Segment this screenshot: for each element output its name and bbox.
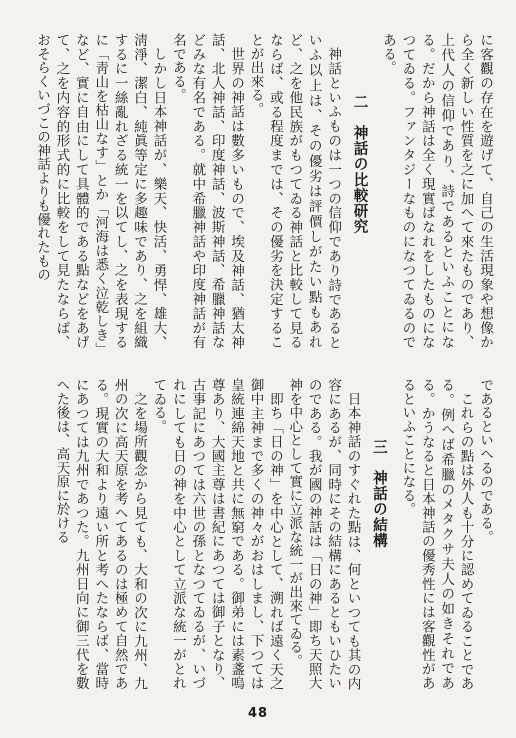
section-heading-comparative-study: 二 神話の比較研究 [351, 94, 369, 235]
paragraph: これらの點は外人も十分に認めてゐることである。例へば希臘のメタクサ夫人の如きそれである。かうなると日本神話の優秀性には客觀性があるといふことになる。 [399, 378, 474, 690]
paragraph: 世界の神話は數多いもので、埃及神話、猶太神話、北人神話、印度神話、波斯神話、希臘神話などみな有名である。就中希臘神話や印度神話が有名である。 [169, 33, 245, 349]
paragraph: 之を場所觀念から見ても、大和の次に九州、九州の次に高天原を考へてあるのは極めて自然である。現實の大和より遠い所と考へたならば、當時にあつては九州であつた。九州日向に御三代を數へた後は、高天原に於ける [53, 378, 148, 690]
lower-text-block [22, 378, 494, 690]
upper-text-block [22, 33, 494, 349]
continued-paragraph: であるといへるのである。 [477, 378, 493, 544]
paragraph: しかし日本神話が、樂天、快活、勇悍、雄大、淸淨、潔白、純眞等定に多趣味であり、之を組織するに一絲亂れざる統一を以てし、之を表現するに「靑山を枯山なす」とか「河海は悉く泣乾しき」など、實に自由にして具體的である點などをあげて、之を内容的形式的に比較をして見たならば、おそらくいづこの神話よりも優れたもの [34, 33, 167, 349]
continued-paragraph: に客觀の存在を遊げて、自己の生活現象や想像から全く新しい性質を之に加へて來たものであり、上代人の信仰であり、詩であるといふことになる。だから神話は全く現實ばなれをしたものになつてゐる。ファンタジーなものになつてゐるのである。 [379, 33, 493, 349]
paragraph: 神話といふものは一つの信仰であり詩であるといふ以上は、その優劣は評價しがたい點もあれど、之を他民族がもつてゐる神話と比較して見るならば、或る程度までは、その優劣を決定することが出來る。 [247, 33, 342, 349]
paragraph: 日本神話のすぐれた點は、何といつても其の内容にあるが、同時にその結構にあるともいひたいのである。我が國の神話は「日の神」即ち天照大神を中心として實に立派な統一が出來てゐる。 [286, 378, 361, 690]
section-heading-structure: 三 神話の結構 [370, 439, 388, 549]
paragraph: 即ち「日の神」を中心として、溯れば遠く天之御中主神まで多くの神々がおはしまし、下つては皇統連綿天地と共に無窮である。御弟には素盞嗚尊あり、大國主尊は書紀にあつては御子となり、古事記にあつては六世の孫となつてゐるが、いづれにしても日の神を中心として立派な統一がとれてゐる。 [150, 378, 283, 690]
page-number: 48 [247, 706, 269, 721]
